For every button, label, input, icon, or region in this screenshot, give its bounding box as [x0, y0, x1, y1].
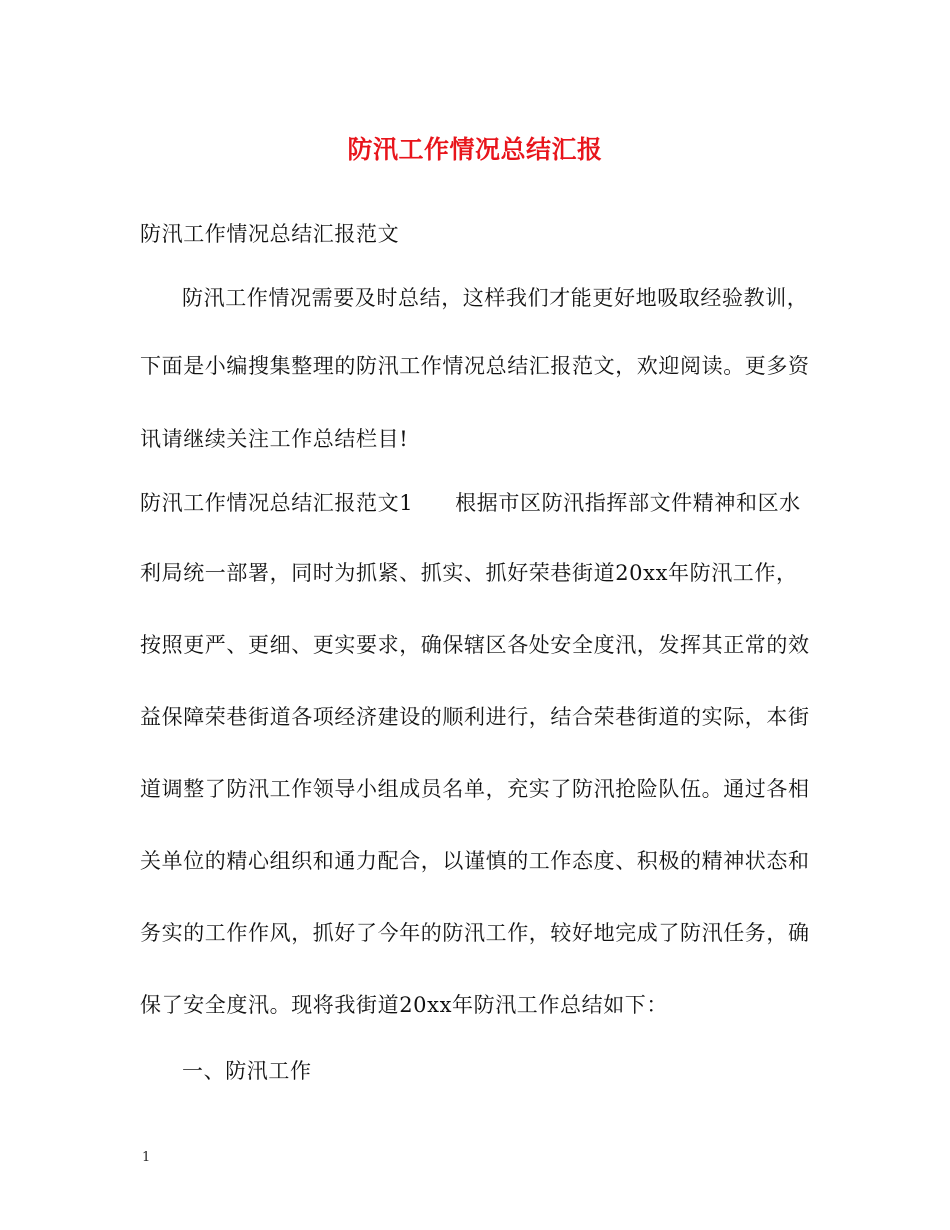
intro-line-3: 讯请继续关注工作总结栏目! — [140, 427, 409, 451]
body-line-7: 务实的工作作风，抓好了今年的防汛工作，较好地完成了防汛任务，确 — [140, 921, 810, 945]
intro-line-2: 下面是小编搜集整理的防汛工作情况总结汇报范文，欢迎阅读。更多资 — [140, 354, 810, 378]
body-line-3: 按照更严、更细、更实要求，确保辖区各处安全度汛，发挥其正常的效 — [140, 633, 810, 657]
body-line-6: 关单位的精心组织和通力配合，以谨慎的工作态度、积极的精神状态和 — [140, 849, 810, 873]
document-subtitle: 防汛工作情况总结汇报范文 — [140, 222, 400, 246]
section-paragraph-start — [140, 488, 801, 518]
body-line-5: 道调整了防汛工作领导小组成员名单，充实了防汛抢险队伍。通过各相 — [140, 777, 810, 801]
body-line-4: 益保障荣巷街道各项经济建设的顺利进行，结合荣巷街道的实际，本街 — [140, 705, 810, 729]
body-line-2: 利局统一部署，同时为抓紧、抓实、抓好荣巷街道20xx年防汛工作， — [140, 561, 798, 585]
section-label: 防汛工作情况总结汇报范文1 — [140, 491, 414, 515]
intro-line-1: 防汛工作情况需要及时总结，这样我们才能更好地吸取经验教训， — [182, 286, 809, 310]
body-line-1: 根据市区防汛指挥部文件精神和区水 — [455, 491, 801, 515]
section-heading-1: 一、防汛工作 — [182, 1059, 312, 1083]
document-title: 防汛工作情况总结汇报 — [347, 135, 603, 164]
body-line-8: 保了安全度汛。现将我街道20xx年防汛工作总结如下： — [140, 993, 669, 1017]
page-number: 1 — [142, 1150, 151, 1165]
